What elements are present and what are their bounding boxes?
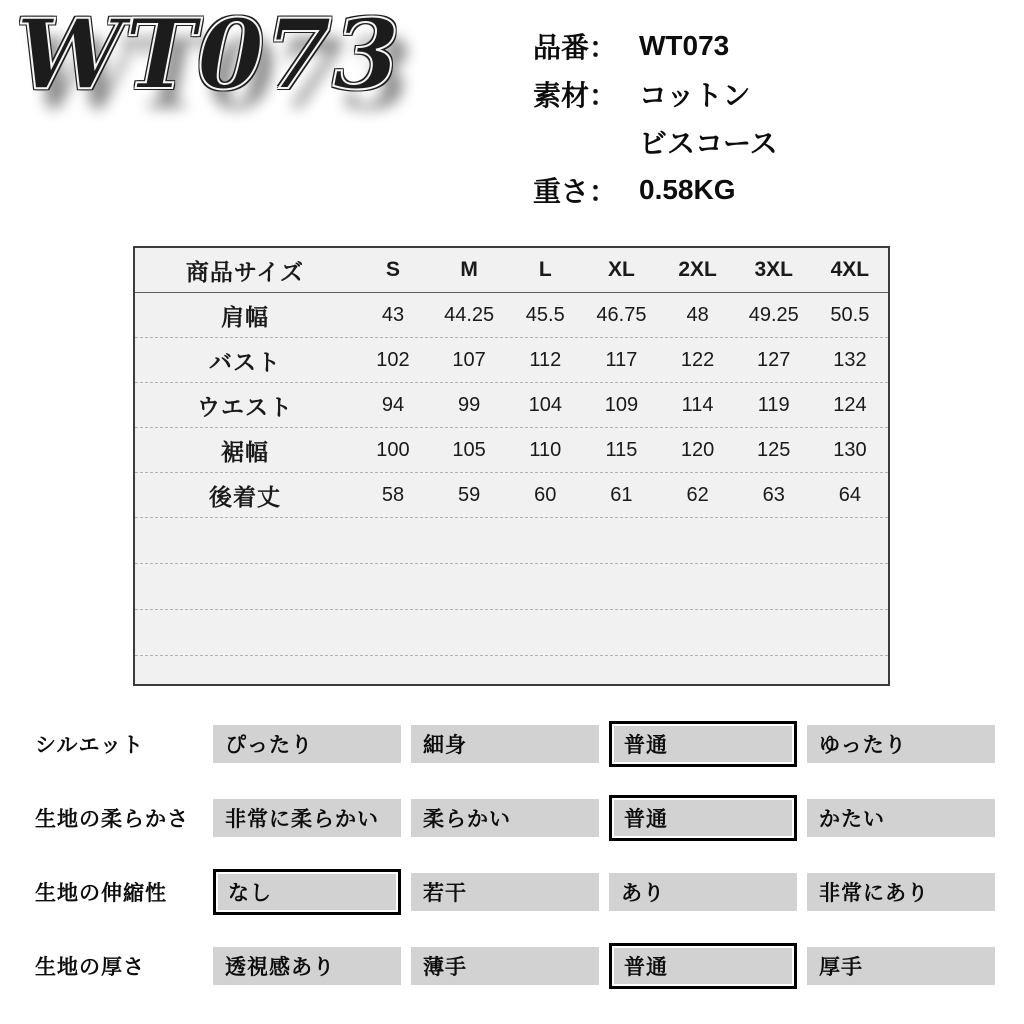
cell-value: 112: [529, 348, 562, 371]
option-box: 柔らかい: [411, 799, 599, 837]
attr-label: 生地の伸縮性: [35, 882, 167, 905]
cell-value: 114: [681, 393, 714, 416]
cell-value: 59: [457, 483, 481, 506]
cell-value: 109: [604, 393, 639, 416]
size-table-header-label: 商品サイズ: [185, 258, 305, 285]
item-number-line: [533, 22, 778, 70]
option-box: あり: [609, 873, 797, 911]
material-label: 素材：: [533, 80, 618, 111]
size-table: [133, 246, 890, 686]
attr-label: 生地の厚さ: [35, 956, 145, 979]
cell-value: 100: [376, 438, 410, 461]
option-box: 細身: [411, 725, 599, 763]
cell-value: 49.25: [748, 303, 799, 326]
selected-option-box: 普通: [609, 795, 797, 841]
item-number-value: WT073: [639, 30, 730, 61]
attr-row-softness: [35, 793, 995, 843]
row-label: 肩幅: [220, 303, 269, 330]
product-info: [533, 22, 778, 214]
cell-value: 117: [605, 348, 638, 371]
row-label: 後着丈: [208, 483, 281, 510]
option-box: かたい: [807, 799, 995, 837]
size-col-l: L: [538, 258, 552, 281]
cell-value: 127: [757, 348, 791, 371]
cell-value: 125: [757, 438, 791, 461]
item-number-label: 品番：: [533, 32, 618, 63]
size-col-3xl: 3XL: [754, 258, 793, 281]
attr-row-silhouette: [35, 719, 995, 769]
table-empty-row: [135, 563, 888, 609]
logo-text: WT073: [16, 0, 401, 111]
size-col-4xl: 4XL: [830, 258, 870, 281]
option-box: 厚手: [807, 947, 995, 985]
material-value-2: ビスコース: [639, 128, 778, 159]
cell-value: 119: [757, 393, 790, 416]
size-col-xl: XL: [608, 258, 635, 281]
option-box: 透視感あり: [213, 947, 401, 985]
cell-value: 124: [833, 393, 867, 416]
selected-option-box: 普通: [609, 943, 797, 989]
cell-value: 62: [686, 483, 709, 506]
material-line-2: [533, 118, 778, 166]
table-row-waist: [135, 382, 888, 427]
table-row-shoulder-width: [135, 292, 888, 337]
cell-value: 115: [605, 438, 638, 461]
cell-value: 60: [534, 483, 557, 506]
cell-value: 105: [452, 438, 486, 461]
selected-option-box: なし: [213, 869, 401, 915]
option-box: ぴったり: [213, 725, 401, 763]
cell-value: 132: [833, 348, 867, 371]
size-col-s: S: [385, 258, 400, 281]
size-col-2xl: 2XL: [678, 258, 717, 281]
weight-line: [533, 166, 778, 214]
cell-value: 50.5: [830, 303, 870, 326]
option-box: 薄手: [411, 947, 599, 985]
option-box: 非常に柔らかい: [213, 799, 401, 837]
cell-value: 46.75: [596, 303, 647, 326]
table-row-bust: [135, 337, 888, 382]
cell-value: 64: [838, 483, 862, 506]
brand-logo: [16, 0, 436, 111]
selected-option-box: 普通: [609, 721, 797, 767]
cell-value: 130: [833, 438, 867, 461]
cell-value: 102: [376, 348, 410, 371]
cell-value: 43: [381, 303, 405, 326]
cell-value: 61: [610, 483, 633, 506]
option-box: 若干: [411, 873, 599, 911]
cell-value: 120: [680, 438, 715, 461]
table-empty-row: [135, 517, 888, 563]
table-empty-row: [135, 655, 888, 684]
cell-value: 58: [381, 483, 405, 506]
cell-value: 110: [529, 438, 562, 461]
row-label: ウエスト: [196, 393, 293, 420]
cell-value: 104: [528, 393, 562, 416]
option-box: 非常にあり: [807, 873, 995, 911]
attr-row-thickness: [35, 941, 995, 991]
size-table-header: [135, 248, 888, 292]
cell-value: 107: [452, 348, 486, 371]
row-label: 裾幅: [220, 438, 269, 465]
cell-value: 45.5: [525, 303, 565, 326]
option-box: ゆったり: [807, 725, 995, 763]
material-line: [533, 70, 778, 118]
size-col-m: M: [460, 258, 478, 281]
material-value: コットン: [639, 80, 751, 111]
weight-value: 0.58KG: [639, 174, 736, 205]
cell-value: 99: [457, 393, 481, 416]
attr-label: シルエット: [35, 734, 145, 757]
cell-value: 44.25: [444, 303, 495, 326]
table-row-back-length: [135, 472, 888, 517]
attr-row-stretch: [35, 867, 995, 917]
table-row-hem-width: [135, 427, 888, 472]
cell-value: 48: [686, 303, 709, 326]
weight-label: 重さ：: [533, 176, 618, 207]
table-empty-row: [135, 609, 888, 655]
cell-value: 94: [381, 393, 405, 416]
attr-label: 生地の柔らかさ: [35, 808, 189, 831]
row-label: バスト: [208, 348, 281, 375]
cell-value: 122: [680, 348, 715, 371]
cell-value: 63: [762, 483, 785, 506]
fabric-attributes: [35, 719, 995, 1015]
